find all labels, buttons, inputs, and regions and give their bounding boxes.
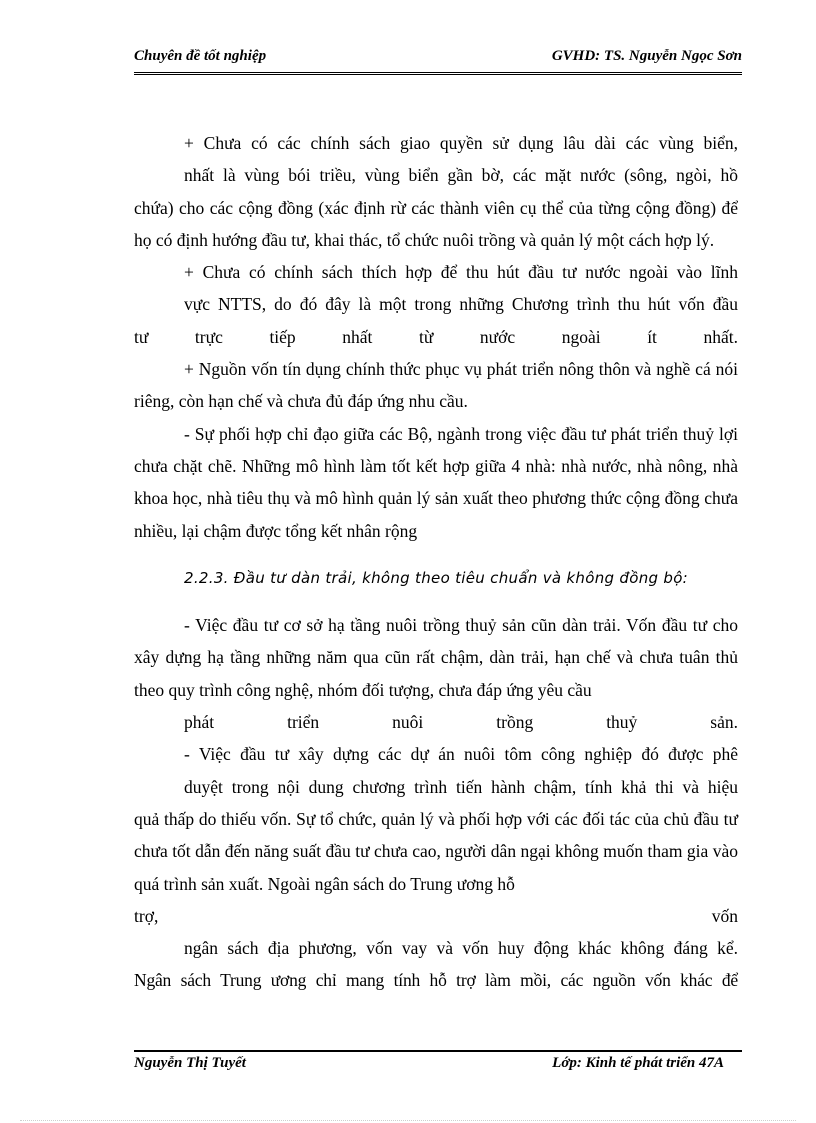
paragraph: chứa) cho các cộng đồng (xác định rừ các thành viên cụ thể của từng cộng đồng) để họ có định hướng đầu tư, khai thác, tổ chức nuôi trồng và quản lý một cách hợp lý. [134, 197, 738, 250]
paragraph-line: nhất là vùng bói triều, vùng biển gần bờ, các mặt nước (sông, ngòi, hồ [184, 165, 738, 186]
section-heading: 2.2.3. Đầu tư dàn trải, không theo tiêu chuẩn và không đồng bộ: [184, 568, 689, 587]
footer-rule [134, 1050, 742, 1052]
paragraph: quả thấp do thiếu vốn. Sự tổ chức, quản lý và phối hợp với các đối tác của chủ đầu tư chưa tốt dẫn đến năng suất đầu tư chưa cao, người dân ngại không muốn tham gia vào quá trình sản xuất. Ngoài ngân sách do Trung ương hỗ [134, 808, 738, 894]
header-supervisor: GVHD: TS. Nguyễn Ngọc Sơn [551, 48, 742, 64]
paragraph-line: tư trực tiếp nhất từ nước ngoài ít nhất. [134, 326, 738, 347]
header-title: Chuyên đề tốt nghiệp [134, 48, 267, 64]
paragraph-line: duyệt trong nội dung chương trình tiến hành chậm, tính khả thi và hiệu [184, 776, 738, 797]
paragraph-line: Ngân sách Trung ương chỉ mang tính hỗ trợ làm mồi, các nguồn vốn khác để [134, 970, 738, 991]
page-bottom-dotted-line [20, 1120, 796, 1121]
paragraph: - Việc đầu tư cơ sở hạ tầng nuôi trồng thuỷ sản cũn dàn trải. Vốn đầu tư cho xây dựng hạ tầng những năm qua cũn rất chậm, dàn trải, hạn chế và chưa tuân thủ theo quy trình công nghệ, nhóm đối tượng, chưa đáp ứng yêu cầu [134, 615, 738, 700]
paragraph: + Nguồn vốn tín dụng chính thức phục vụ phát triển nông thôn và nghề cá nói riêng, còn hạn chế và chưa đủ đáp ứng nhu cầu. [134, 359, 738, 412]
page-header [134, 48, 742, 72]
footer-author: Nguyễn Thị Tuyết [134, 1055, 246, 1071]
paragraph-line: vực NTTS, do đó đây là một trong những Chương trình thu hút vốn đầu [184, 294, 738, 315]
paragraph-line: ngân sách địa phương, vốn vay và vốn huy động khác không đáng kể. [184, 938, 738, 959]
paragraph-line: - Việc đầu tư xây dựng các dự án nuôi tôm công nghiệp đó được phê [184, 744, 738, 765]
paragraph-line: phát triển nuôi trồng thuỷ sản. [184, 712, 738, 733]
paragraph-line: + Chưa có chính sách thích hợp để thu hút đầu tư nước ngoài vào lĩnh [184, 262, 738, 283]
page-footer [134, 1055, 724, 1079]
paragraph-line: + Chưa có các chính sách giao quyền sử dụng lâu dài các vùng biển, [184, 133, 738, 153]
document-body [134, 127, 738, 997]
footer-class: Lớp: Kinh tế phát triển 47A [552, 1055, 724, 1071]
paragraph: - Sự phối hợp chỉ đạo giữa các Bộ, ngành trong việc đầu tư phát triển thuỷ lợi chưa chặt chẽ. Những mô hình làm tốt kết hợp giữa 4 nhà: nhà nước, nhà nông, nhà khoa học, nhà tiêu thụ và mô hình quản lý sản xuất theo phương thức cộng đồng chưa nhiều, lại chậm được tổng kết nhân rộng [134, 423, 738, 541]
paragraph-line: trợ, vốn [134, 905, 738, 926]
header-rule [134, 72, 742, 75]
